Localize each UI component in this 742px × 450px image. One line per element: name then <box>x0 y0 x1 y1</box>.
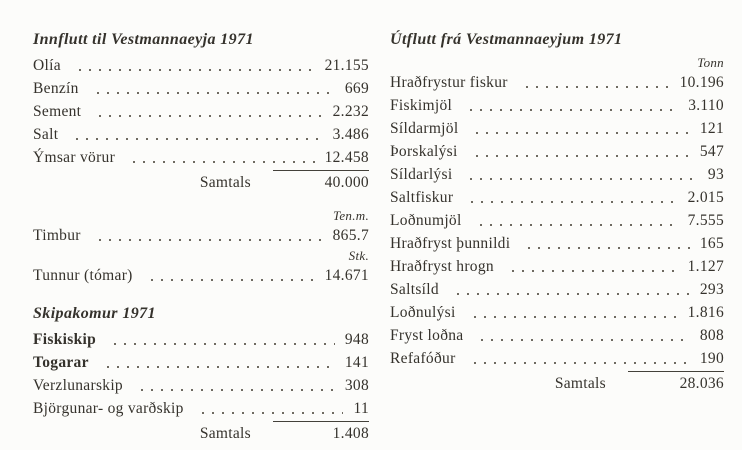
row-value: 165 <box>699 235 724 252</box>
dot-leader <box>110 342 335 346</box>
row-label: Síldarmjöl <box>390 120 459 137</box>
dot-leader <box>93 91 335 95</box>
row-label: Timbur <box>33 227 81 244</box>
dot-leader <box>95 238 323 242</box>
row-value: 21.155 <box>324 57 369 74</box>
dot-leader <box>522 85 670 89</box>
dot-leader <box>508 269 678 273</box>
row-value: 547 <box>699 143 724 160</box>
total-label: Samtals <box>199 425 251 442</box>
row-label: Björgunar- og varðskip <box>33 400 184 417</box>
table-row <box>33 77 369 100</box>
imports-table <box>33 28 369 445</box>
row-value: 3.486 <box>332 126 369 143</box>
dot-leader <box>103 365 335 369</box>
total-label: Samtals <box>554 375 606 392</box>
row-label: Hraðfryst þunnildi <box>390 235 511 252</box>
table-row <box>390 324 724 347</box>
dot-leader <box>72 137 322 141</box>
dot-leader <box>472 154 690 158</box>
total-label: Samtals <box>199 174 251 191</box>
total-row <box>33 421 369 445</box>
total-value: 1.408 <box>273 421 369 445</box>
row-value: 808 <box>699 327 724 344</box>
row-value: 308 <box>344 377 369 394</box>
dot-leader <box>466 108 678 112</box>
row-label: Olía <box>33 57 61 74</box>
row-label: Salt <box>33 126 59 143</box>
table-row <box>33 351 369 374</box>
table-row <box>33 328 369 351</box>
total-row <box>33 170 369 194</box>
row-label: Verzlunarskip <box>33 377 123 394</box>
row-value: 1.816 <box>687 304 724 321</box>
table-row <box>390 209 724 232</box>
row-value: 190 <box>699 350 724 367</box>
row-label: Þorskalýsi <box>390 143 458 160</box>
section-heading: Útflutt frá Vestmannaeyjum 1971 <box>390 31 623 48</box>
row-label: Fiskimjöl <box>390 97 453 114</box>
table-row <box>390 301 724 324</box>
total-value: 40.000 <box>273 170 369 194</box>
table-row <box>390 140 724 163</box>
table-row <box>33 146 369 169</box>
dot-leader <box>453 292 690 296</box>
row-label: Benzín <box>33 80 79 97</box>
table-row <box>390 278 724 301</box>
table-row <box>33 264 369 287</box>
dot-leader <box>524 246 690 250</box>
row-value: 948 <box>344 331 369 348</box>
row-label: Refafóður <box>390 350 456 367</box>
row-value: 2.015 <box>687 189 724 206</box>
table-row <box>390 71 724 94</box>
row-label: Síldarlýsi <box>390 166 453 183</box>
table-row <box>33 54 369 77</box>
dot-leader <box>467 200 677 204</box>
row-value: 121 <box>699 120 724 137</box>
row-label: Togarar <box>33 354 89 371</box>
row-label: Loðnulýsi <box>390 304 456 321</box>
table-row <box>390 163 724 186</box>
row-value: 141 <box>344 354 369 371</box>
row-value: 669 <box>344 80 369 97</box>
row-label: Tunnur (tómar) <box>33 267 133 284</box>
dot-leader <box>477 338 689 342</box>
dot-leader <box>466 177 697 181</box>
table-row <box>33 123 369 146</box>
row-value: 2.232 <box>332 103 369 120</box>
row-value: 3.110 <box>688 97 724 114</box>
dot-leader <box>147 278 315 282</box>
row-label: Loðnumjöl <box>390 212 462 229</box>
total-row <box>390 371 724 395</box>
dot-leader <box>75 68 315 72</box>
row-label: Saltfiskur <box>390 189 454 206</box>
table-row <box>390 186 724 209</box>
table-row <box>33 374 369 397</box>
row-label: Saltsíld <box>390 281 439 298</box>
dot-leader <box>476 223 678 227</box>
row-value: 10.196 <box>679 74 724 91</box>
table-row <box>390 94 724 117</box>
row-value: 1.127 <box>687 258 724 275</box>
table-row <box>390 232 724 255</box>
row-label: Fiskiskip <box>33 331 97 348</box>
row-value: 14.671 <box>324 267 369 284</box>
row-value: 12.458 <box>324 149 369 166</box>
dot-leader <box>198 411 344 415</box>
dot-leader <box>470 315 678 319</box>
row-label: Hraðfryst hrogn <box>390 258 494 275</box>
dot-leader <box>472 131 689 135</box>
unit-label: Ten.m. <box>333 208 369 223</box>
unit-label: Stk. <box>348 248 369 263</box>
row-value: 865.7 <box>332 227 369 244</box>
unit-label: Tonn <box>697 55 724 70</box>
row-value: 93 <box>707 166 724 183</box>
table-row <box>33 397 369 420</box>
dot-leader <box>470 361 690 365</box>
table-row <box>33 100 369 123</box>
row-label: Hraðfrystur fiskur <box>390 74 508 91</box>
row-value: 7.555 <box>687 212 724 229</box>
row-label: Fryst loðna <box>390 327 464 344</box>
table-row <box>390 347 724 370</box>
dot-leader <box>95 114 322 118</box>
section-heading: Skipakomur 1971 <box>33 305 156 322</box>
row-value: 293 <box>699 281 724 298</box>
row-label: Ýmsar vörur <box>33 149 116 166</box>
row-label: Sement <box>33 103 82 120</box>
table-row <box>390 117 724 140</box>
total-value: 28.036 <box>628 371 724 395</box>
dot-leader <box>129 160 314 164</box>
dot-leader <box>137 388 335 392</box>
row-value: 11 <box>353 400 369 417</box>
exports-table <box>390 28 724 395</box>
table-row <box>390 255 724 278</box>
section-heading: Innflutt til Vestmannaeyja 1971 <box>33 31 254 48</box>
table-row <box>33 224 369 247</box>
